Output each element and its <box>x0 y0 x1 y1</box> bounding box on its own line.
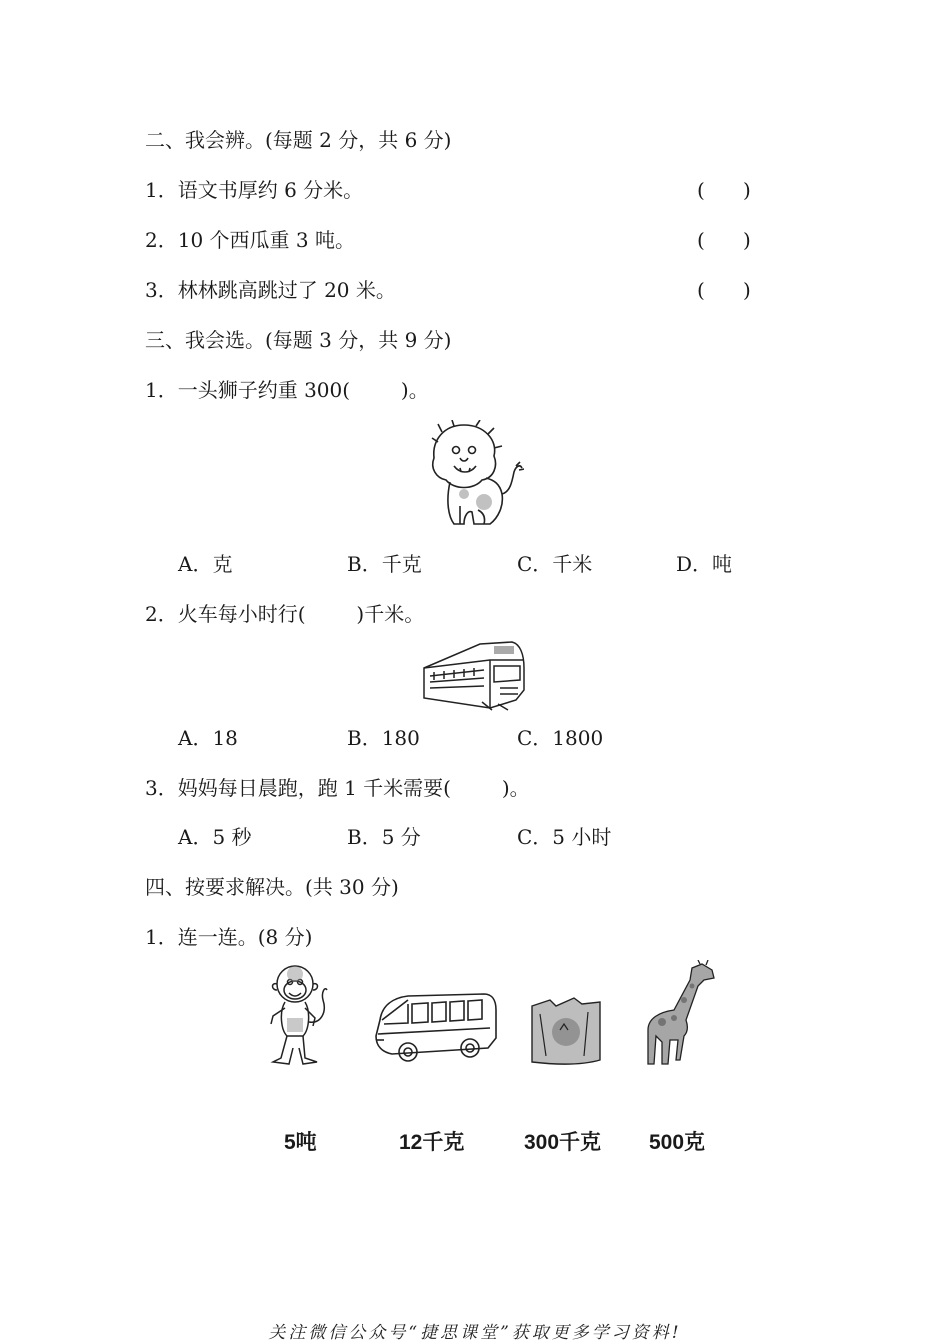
q2-option-a[interactable]: A．18 <box>178 726 238 750</box>
q2-option-c[interactable]: C．1800 <box>517 726 604 750</box>
answer-slot-1[interactable]: ( ) <box>697 178 751 202</box>
section2-item-1: 1．语文书厚约 6 分米。 <box>145 178 364 202</box>
q1-option-a[interactable]: A．克 <box>178 552 233 576</box>
section3-q3: 3．妈妈每日晨跑，跑 1 千米需要( )。 <box>145 776 530 800</box>
q1-option-d[interactable]: D．吨 <box>676 552 733 576</box>
section2-item-3: 3．林林跳高跳过了 20 米。 <box>145 278 396 302</box>
q3-option-a[interactable]: A．5 秒 <box>178 825 252 849</box>
q3-option-c[interactable]: C．5 小时 <box>517 825 612 849</box>
bus-icon[interactable] <box>372 990 500 1070</box>
weight-label-3[interactable]: 300千克 <box>524 1131 602 1154</box>
weight-label-4[interactable]: 500克 <box>649 1131 706 1154</box>
section4-q1: 1．连一连。(8 分) <box>145 925 313 949</box>
section3-q1: 1．一头狮子约重 300( )。 <box>145 378 429 402</box>
q2-option-b[interactable]: B．180 <box>347 726 420 750</box>
q1-option-c[interactable]: C．千米 <box>517 552 593 576</box>
train-icon <box>420 638 530 712</box>
section4-heading: 四、按要求解决。(共 30 分) <box>145 875 399 899</box>
lion-icon <box>424 420 524 530</box>
giraffe-icon[interactable] <box>640 960 720 1070</box>
section2-item-2: 2．10 个西瓜重 3 吨。 <box>145 228 355 252</box>
q1-option-b[interactable]: B．千克 <box>347 552 422 576</box>
weight-label-2[interactable]: 12千克 <box>399 1131 465 1154</box>
weight-label-1[interactable]: 5吨 <box>284 1131 317 1154</box>
bag-icon[interactable] <box>526 996 606 1068</box>
footer-note: 关注微信公众号“捷思课堂”获取更多学习资料! <box>268 1323 682 1343</box>
section2-heading: 二、我会辨。(每题 2 分，共 6 分) <box>145 128 452 152</box>
monkey-icon[interactable] <box>267 962 329 1070</box>
answer-slot-3[interactable]: ( ) <box>697 278 751 302</box>
q3-option-b[interactable]: B．5 分 <box>347 825 421 849</box>
section3-heading: 三、我会选。(每题 3 分，共 9 分) <box>145 328 452 352</box>
section3-q2: 2．火车每小时行( )千米。 <box>145 602 425 626</box>
answer-slot-2[interactable]: ( ) <box>697 228 751 252</box>
